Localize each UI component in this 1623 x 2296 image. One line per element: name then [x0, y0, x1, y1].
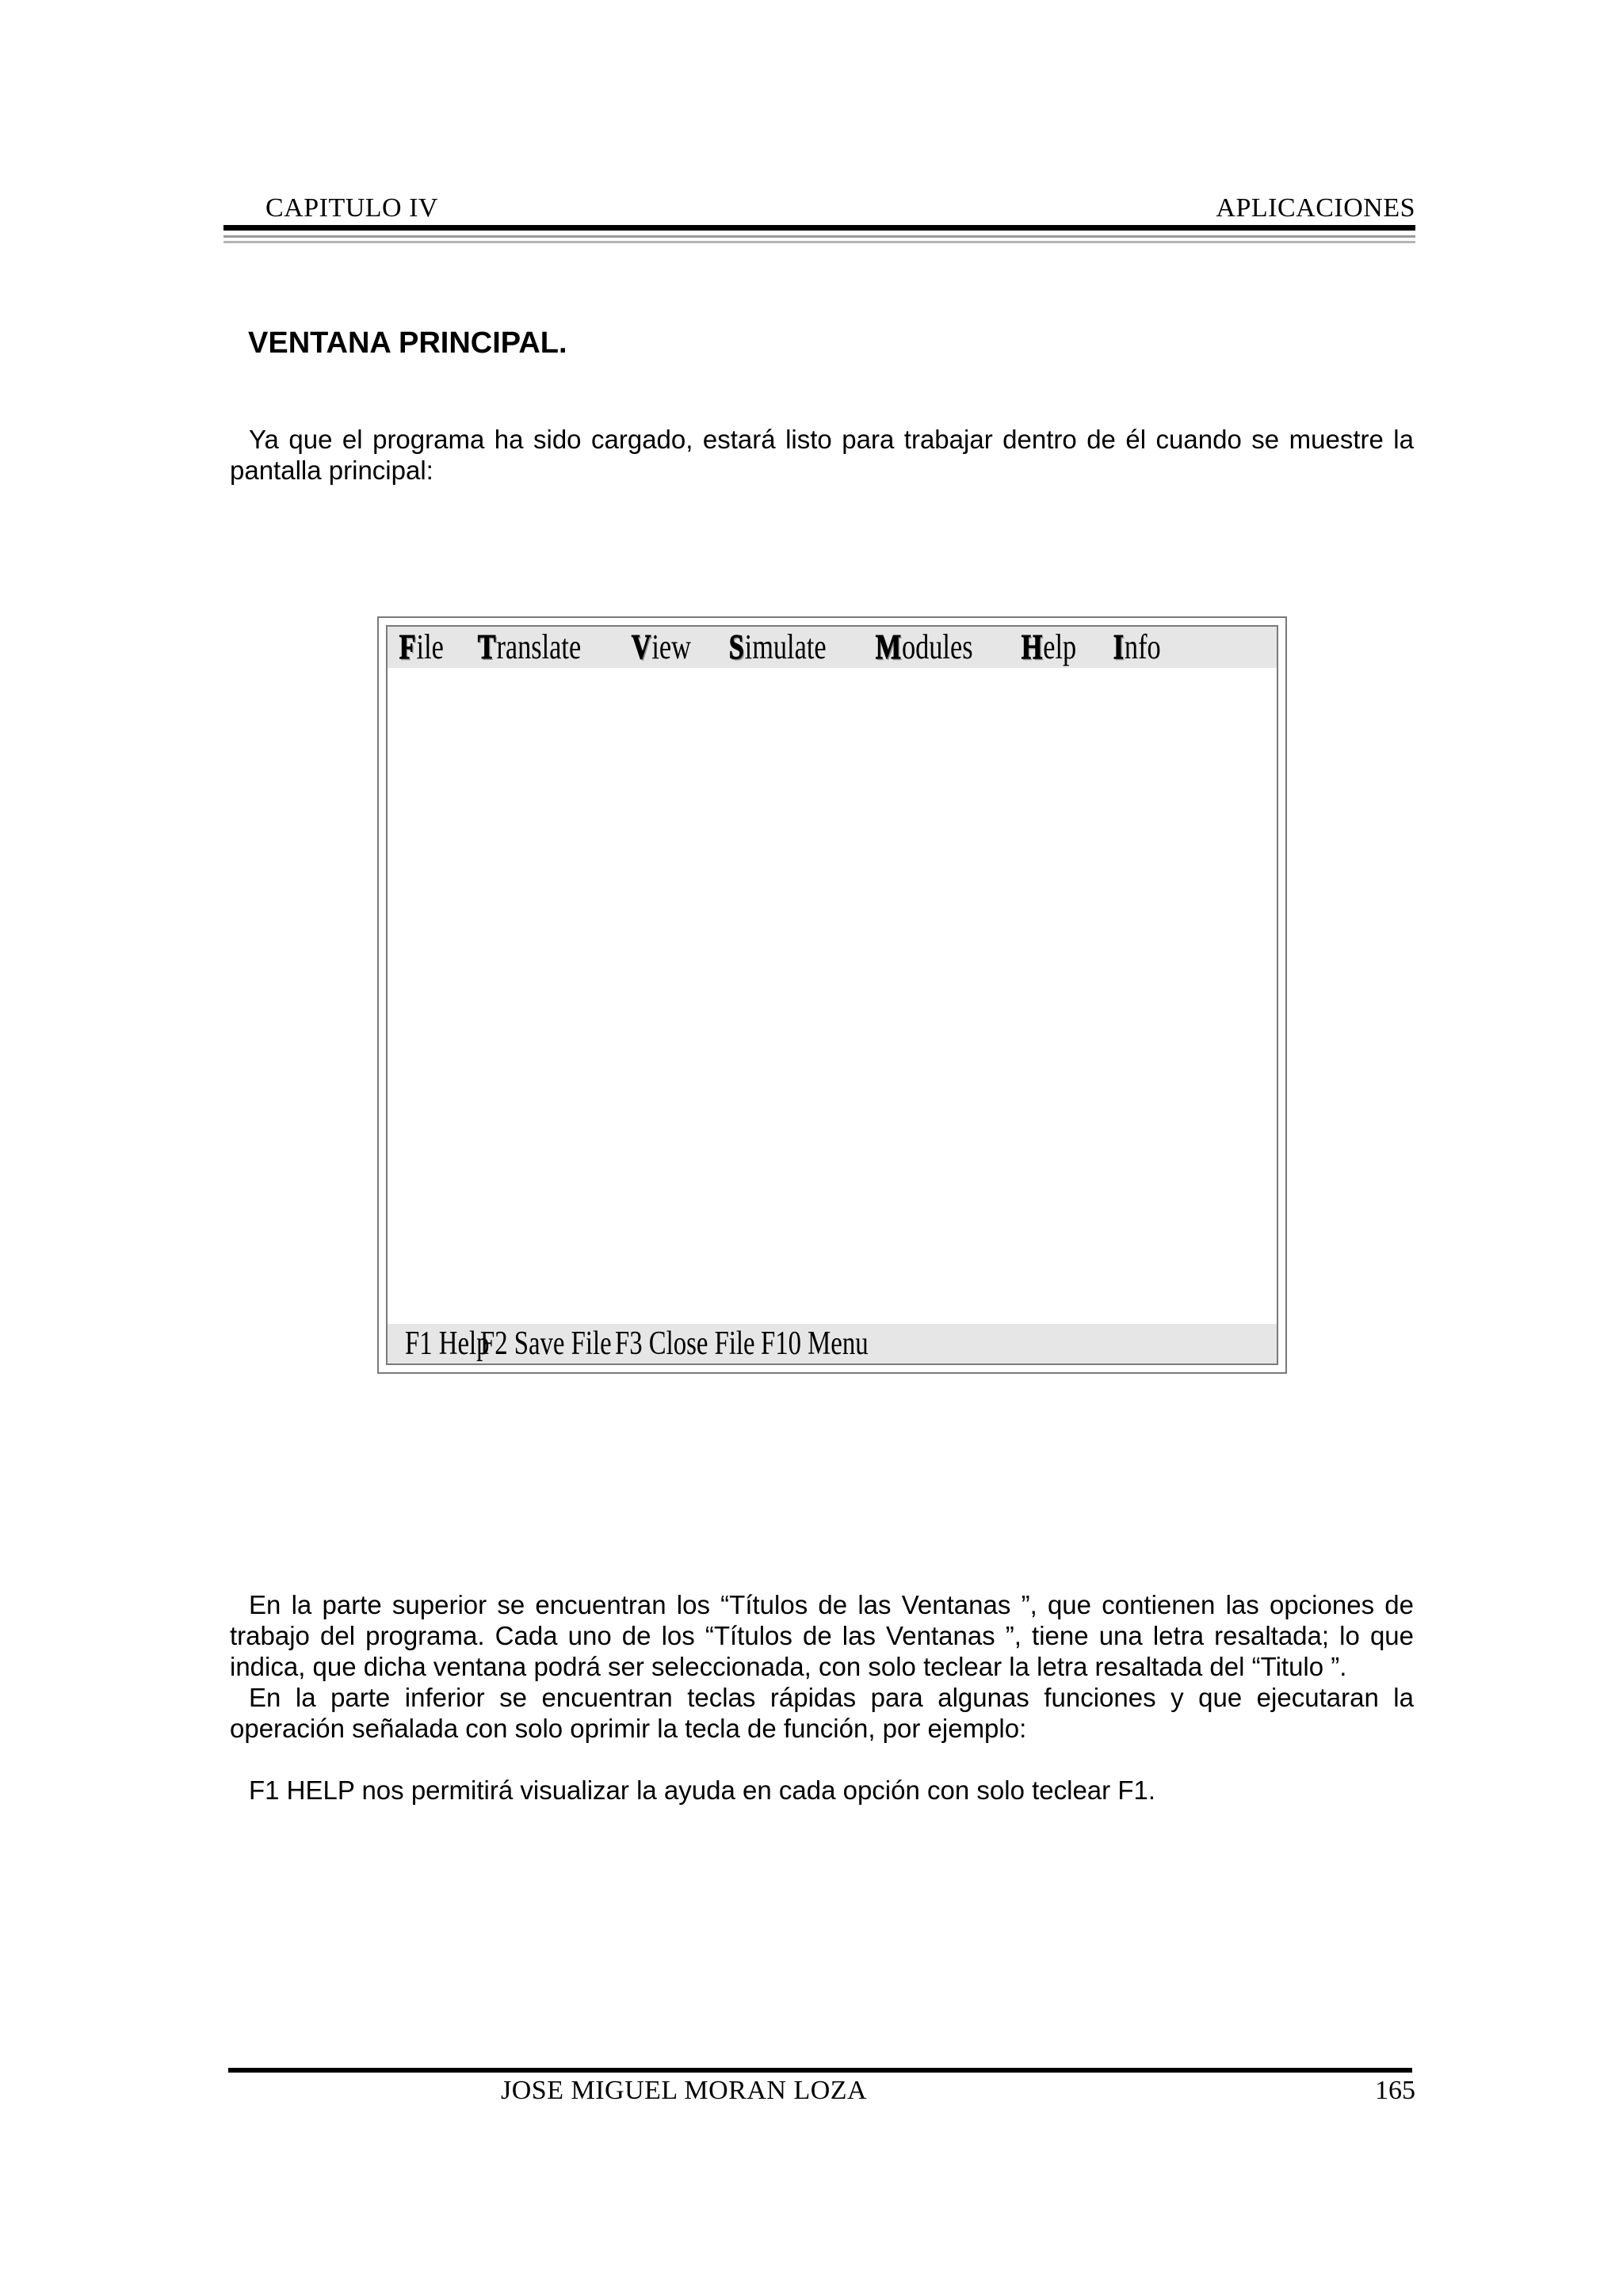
- menu-modules-label: odules: [901, 627, 973, 666]
- menu-help-hotkey: H: [1022, 627, 1043, 666]
- header-rule-thin-2: [223, 241, 1415, 243]
- menu-file-label: ile: [416, 627, 444, 666]
- menu-simulate[interactable]: [728, 627, 827, 668]
- fkey-f3-close-file[interactable]: F3 Close File: [614, 1325, 755, 1362]
- menu-view-label: iew: [651, 627, 691, 666]
- running-header-section: APLICACIONES: [1216, 193, 1415, 223]
- example-paragraph: [230, 1775, 1414, 1806]
- header-rule-thin: [223, 235, 1415, 238]
- explanation-paragraph: [230, 1589, 1414, 1744]
- menu-modules[interactable]: [875, 627, 973, 668]
- footer-rule: [228, 2068, 1412, 2073]
- page-number: 165: [1375, 2076, 1415, 2105]
- footer-author: JOSE MIGUEL MORAN LOZA: [501, 2076, 868, 2105]
- menu-simulate-hotkey: S: [729, 627, 745, 666]
- menu-info[interactable]: [1113, 627, 1161, 668]
- menu-bar: [388, 627, 1277, 668]
- fkey-f1-help[interactable]: F1 Help: [405, 1325, 490, 1362]
- header-rule: [223, 225, 1415, 231]
- menu-translate[interactable]: [477, 627, 581, 668]
- running-header-chapter: CAPITULO IV: [265, 193, 438, 223]
- menu-simulate-label: imulate: [745, 627, 827, 666]
- menu-modules-hotkey: M: [875, 627, 901, 666]
- fkey-f10-menu[interactable]: F10 Menu: [761, 1325, 869, 1362]
- menu-view-hotkey: V: [631, 627, 651, 666]
- menu-file[interactable]: [399, 627, 444, 668]
- function-key-bar: [388, 1324, 1277, 1363]
- menu-translate-label: ranslate: [496, 627, 582, 666]
- section-title: VENTANA PRINCIPAL.: [248, 326, 567, 360]
- menu-help-label: elp: [1043, 627, 1077, 666]
- menu-translate-hotkey: T: [477, 627, 496, 666]
- menu-file-hotkey: F: [399, 627, 416, 666]
- menu-info-label: nfo: [1125, 627, 1161, 666]
- fkey-f2-save-file[interactable]: F2 Save File: [479, 1325, 612, 1362]
- menu-help[interactable]: [1021, 627, 1076, 668]
- explanation-text-2: En la parte inferior se encuentran teclas rápidas para algunas funciones y que ejecutaran la operación señalada con solo oprimir la tecla de función, por ejemplo:: [230, 1683, 1414, 1743]
- menu-info-hotkey: I: [1113, 627, 1125, 666]
- program-window: [386, 625, 1278, 1365]
- explanation-text-1: En la parte superior se encuentran los “Títulos de las Ventanas ”, que contienen las opciones de trabajo del programa. Cada uno de los “Títulos de las Ventanas ”, tiene una letra resaltada; lo que indica, que dicha ventana podrá ser seleccionada, con solo teclear la letra resaltada del “Titulo ”.: [230, 1590, 1414, 1681]
- intro-paragraph: [230, 424, 1414, 486]
- program-window-screenshot: [377, 616, 1287, 1374]
- intro-text: Ya que el programa ha sido cargado, estará listo para trabajar dentro de él cuando se muestre la pantalla principal:: [230, 425, 1414, 485]
- example-text: F1 HELP nos permitirá visualizar la ayuda en cada opción con solo teclear F1.: [249, 1775, 1155, 1805]
- menu-view[interactable]: [631, 627, 691, 668]
